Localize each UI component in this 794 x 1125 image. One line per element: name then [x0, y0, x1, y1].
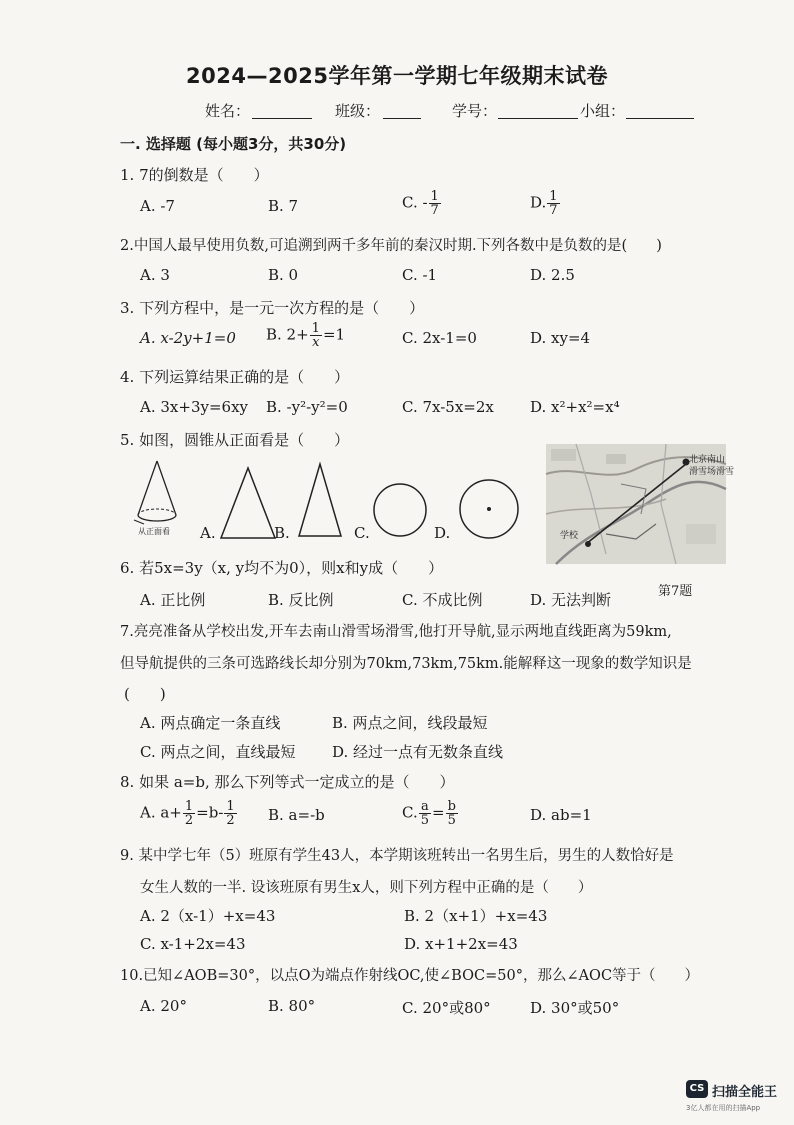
question-4-option-c: C. 7x-5x=2x	[402, 398, 494, 416]
class-blank[interactable]	[383, 104, 421, 119]
name-blank[interactable]	[252, 104, 312, 119]
fraction: $\frac{1}{2}$	[184, 799, 194, 828]
group-blank[interactable]	[626, 104, 694, 119]
group-label: 小组：	[580, 102, 626, 120]
question-3-option-c: C. 2x-1=0	[402, 329, 477, 347]
question-3-option-b: B. 2+ $\frac{1}{x}$ =1	[266, 321, 346, 350]
question-2-option-c: C. -1	[402, 266, 438, 284]
question-9-option-c: C. x-1+2x=43	[140, 935, 246, 953]
fraction: $\frac{1}{7}$	[549, 189, 558, 218]
question-10-option-c: C. 20°或80°	[402, 999, 491, 1017]
question-7-option-c: C. 两点之间，直线最短	[140, 743, 296, 761]
question-8-option-b: B. a=-b	[268, 806, 325, 824]
fraction: $\frac{1}{7}$	[430, 189, 439, 218]
student-id-blank[interactable]	[498, 104, 578, 119]
question-4-option-b: B. -y²-y²=0	[266, 398, 348, 416]
question-10-option-a: A. 20°	[140, 997, 187, 1015]
question-3-option-d: D. xy=4	[530, 329, 591, 347]
name-label: 姓名：	[205, 102, 251, 120]
question-7-option-b: B. 两点之间，线段最短	[332, 714, 488, 732]
question-3-option-a: A. x-2y+1=0	[140, 329, 236, 347]
question-1-option-b: B. 7	[268, 197, 299, 215]
question-1-option-d: D. $\frac{1}{7}$	[530, 189, 558, 218]
question-10-option-b: B. 80°	[268, 997, 316, 1015]
question-8-option-c: C. $\frac{a}{5}$ = $\frac{b}{5}$	[402, 799, 456, 828]
question-9-option-d: D. x+1+2x=43	[404, 935, 518, 953]
question-7-stem-line-2: 但导航提供的三条可选路线长却分别为70km,73km,75km.能解释这一现象的数学知识是	[120, 656, 692, 672]
question-5-option-c: C.	[354, 524, 370, 542]
question-9-stem-line-1: 9. 某中学七年（5）班原有学生43人，本学期该班转出一名男生后，男生的人数恰好是	[120, 848, 674, 864]
question-7-option-d: D. 经过一点有无数条直线	[332, 743, 504, 761]
question-2-option-b: B. 0	[268, 266, 299, 284]
map-label-school: 学校	[560, 531, 579, 541]
question-6-option-d: D. 无法判断	[530, 591, 612, 609]
question-6-option-c: C. 不成比例	[402, 591, 483, 609]
question-4-stem: 4. 下列运算结果正确的是（ ）	[120, 368, 350, 386]
student-id-label: 学号：	[452, 102, 498, 120]
question-1-option-c: C. - $\frac{1}{7}$	[402, 189, 439, 218]
question-9-option-a: A. 2（x-1）+x=43	[140, 907, 276, 925]
question-1-stem: 1. 7的倒数是（ ）	[120, 166, 269, 184]
exam-title: 2024—2025学年第一学期七年级期末试卷	[186, 64, 608, 88]
circle-with-center-shape	[458, 478, 520, 540]
navigation-map-figure	[546, 444, 735, 564]
figure-7-caption: 第7题	[658, 584, 693, 599]
question-4-option-d: D. x²+x²=x⁴	[530, 398, 620, 416]
question-5-option-a: A.	[200, 524, 216, 542]
question-2-option-a: A. 3	[140, 266, 170, 284]
fraction: $\frac{1}{2}$	[226, 799, 235, 828]
watermark-app-name: 扫描全能王	[712, 1085, 778, 1100]
wide-triangle-shape	[218, 466, 278, 540]
map-label-ski-resort-1: 北京南山	[689, 455, 726, 465]
question-6-stem: 6. 若5x=3y（x, y均不为0），则x和y成（ ）	[120, 559, 444, 577]
question-5-stem: 5. 如图，圆锥从正面看是（ ）	[120, 431, 350, 449]
question-6-option-b: B. 反比例	[268, 591, 334, 609]
fraction: $\frac{b}{5}$	[447, 799, 456, 828]
question-2-option-d: D. 2.5	[530, 266, 575, 284]
question-10-stem: 10.已知∠AOB=30°，以点O为端点作射线OC,使∠BOC=50°，那么∠AOC等于（ ）	[120, 968, 700, 984]
fraction: $\frac{a}{5}$	[420, 799, 429, 828]
map-label-ski-resort-2: 滑雪场滑雪	[689, 467, 735, 477]
question-8-option-d: D. ab=1	[530, 806, 592, 824]
circle-shape	[372, 481, 428, 539]
question-1-option-a: A. -7	[140, 197, 175, 215]
question-8-stem: 8. 如果 a=b, 那么下列等式一定成立的是（ ）	[120, 773, 455, 791]
question-2-stem: 2.中国人最早使用负数,可追溯到两千多年前的秦汉时期.下列各数中是负数的是( )	[120, 238, 662, 254]
narrow-triangle-shape	[296, 462, 344, 538]
question-4-option-a: A. 3x+3y=6xy	[140, 398, 249, 416]
camscanner-logo-icon: CS	[686, 1080, 708, 1098]
front-view-caption: 从正面看	[138, 527, 170, 536]
cone-figure	[132, 458, 182, 528]
question-7-option-a: A. 两点确定一条直线	[140, 714, 281, 732]
section-heading: 一. 选择题 (每小题3分，共30分)	[120, 135, 347, 153]
fraction: $\frac{1}{x}$	[311, 321, 320, 350]
watermark-tagline: 3亿人都在用的扫描App	[686, 1104, 761, 1112]
question-7-stem-line-1: 7.亮亮准备从学校出发,开车去南山滑雪场滑雪,他打开导航,显示两地直线距离为59km,	[120, 624, 672, 640]
question-10-option-d: D. 30°或50°	[530, 999, 620, 1017]
question-9-stem-line-2: 女生人数的一半. 设该班原有男生x人，则下列方程中正确的是（ ）	[140, 880, 593, 896]
question-9-option-b: B. 2（x+1）+x=43	[404, 907, 548, 925]
question-3-stem: 3. 下列方程中，是一元一次方程的是（ ）	[120, 299, 425, 317]
question-6-option-a: A. 正比例	[140, 591, 206, 609]
question-8-option-a: A. a+ $\frac{1}{2}$ =b- $\frac{1}{2}$	[140, 799, 235, 828]
class-label: 班级：	[335, 102, 381, 120]
question-7-stem-line-3: ( )	[124, 685, 166, 703]
question-5-option-b: B.	[274, 524, 290, 542]
question-5-option-d: D.	[434, 524, 451, 542]
